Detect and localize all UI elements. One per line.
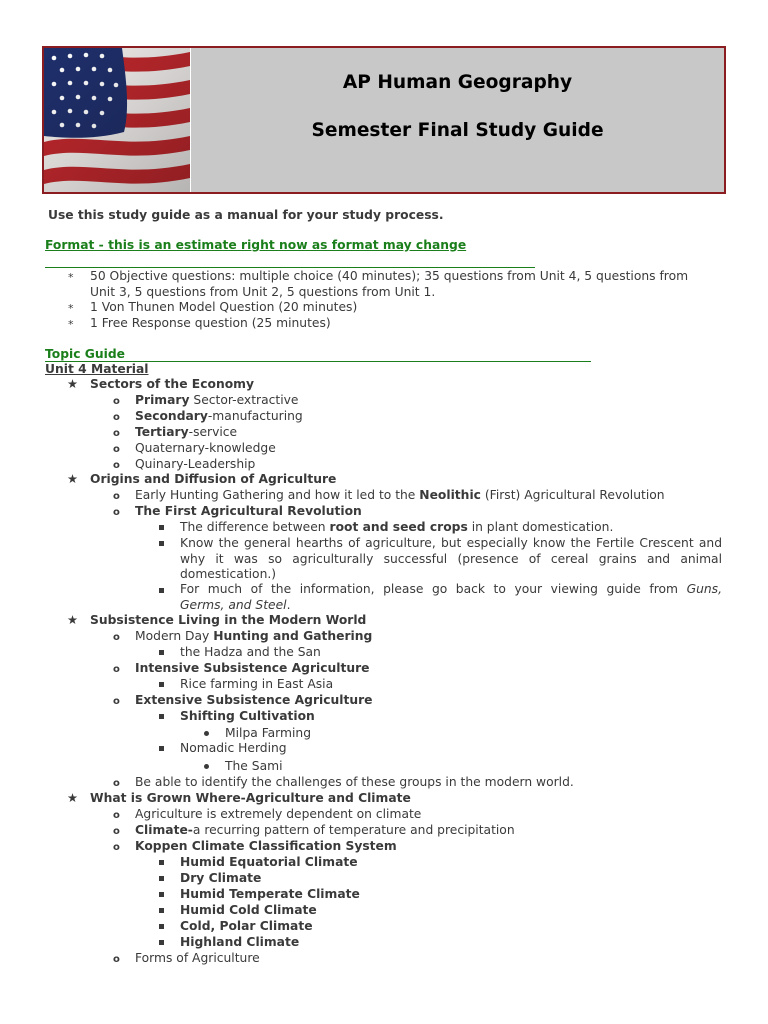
- the-sami: The Sami: [225, 759, 283, 773]
- square-bullet-icon: [159, 650, 164, 655]
- square-bullet-icon: [159, 892, 164, 897]
- grown-title: What is Grown Where-Agriculture and Climate: [90, 791, 411, 805]
- root-seed-crops: The difference between root and seed crops in plant domestication.: [180, 520, 614, 534]
- star-filled-icon: ★: [67, 472, 79, 486]
- square-bullet-icon: [159, 876, 164, 881]
- format-item-1-line-2: Unit 3, 5 questions from Unit 2, 5 questions from Unit 1.: [90, 285, 436, 299]
- extensive-agriculture: Extensive Subsistence Agriculture: [135, 693, 373, 707]
- shifting-cultivation: Shifting Cultivation: [180, 709, 315, 723]
- star-outline-icon: *: [68, 302, 74, 315]
- circle-bullet-icon: o: [113, 954, 120, 965]
- intensive-agriculture: Intensive Subsistence Agriculture: [135, 661, 370, 675]
- climate-humid-temperate: Humid Temperate Climate: [180, 887, 360, 901]
- format-heading: Format - this is an estimate right now as format may change: [45, 238, 467, 252]
- circle-bullet-icon: o: [113, 507, 120, 518]
- climate-humid-equatorial: Humid Equatorial Climate: [180, 855, 358, 869]
- climate-definition: Climate-a recurring pattern of temperature and precipitation: [135, 823, 515, 837]
- square-bullet-icon: [159, 541, 164, 546]
- star-outline-icon: *: [68, 271, 74, 284]
- square-bullet-icon: [159, 860, 164, 865]
- hearths-line-2: why it was so agriculturally successful (presence of cereal grains and animal: [180, 552, 722, 566]
- star-filled-icon: ★: [67, 791, 79, 805]
- circle-bullet-icon: o: [113, 632, 120, 643]
- circle-bullet-icon: o: [113, 810, 120, 821]
- square-bullet-icon: [159, 714, 164, 719]
- unit4-heading: Unit 4 Material: [45, 362, 149, 376]
- square-bullet-icon: [159, 746, 164, 751]
- intro-text: Use this study guide as a manual for your study process.: [48, 208, 444, 222]
- sector-secondary: Secondary-manufacturing: [135, 409, 303, 423]
- circle-bullet-icon: o: [113, 664, 120, 675]
- climate-highland: Highland Climate: [180, 935, 300, 949]
- climate-dependent: Agriculture is extremely dependent on climate: [135, 807, 422, 821]
- square-bullet-icon: [159, 525, 164, 530]
- viewing-guide-line-2: Germs, and Steel.: [180, 598, 291, 612]
- square-bullet-icon: [159, 682, 164, 687]
- square-bullet-icon: [159, 588, 164, 593]
- circle-bullet-icon: o: [113, 842, 120, 853]
- milpa-farming: Milpa Farming: [225, 726, 312, 740]
- subsistence-title: Subsistence Living in the Modern World: [90, 613, 367, 627]
- header-banner: [42, 46, 726, 194]
- star-outline-icon: *: [68, 318, 74, 331]
- sector-quinary: Quinary-Leadership: [135, 457, 256, 471]
- square-bullet-icon: [159, 924, 164, 929]
- circle-bullet-icon: o: [113, 491, 120, 502]
- circle-bullet-icon: o: [113, 778, 120, 789]
- climate-dry: Dry Climate: [180, 871, 262, 885]
- sector-quaternary: Quaternary-knowledge: [135, 441, 276, 455]
- circle-bullet-icon: o: [113, 460, 120, 471]
- koppen-system: Koppen Climate Classification System: [135, 839, 397, 853]
- origins-title: Origins and Diffusion of Agriculture: [90, 472, 337, 486]
- dot-bullet-icon: [204, 731, 209, 736]
- format-item-2: 1 Von Thunen Model Question (20 minutes): [90, 300, 358, 314]
- hearths-line-1: Know the general hearths of agriculture, but especially know the Fertile Crescent and: [180, 536, 722, 550]
- climate-humid-cold: Humid Cold Climate: [180, 903, 317, 917]
- challenges: Be able to identify the challenges of these groups in the modern world.: [135, 775, 574, 789]
- circle-bullet-icon: o: [113, 826, 120, 837]
- format-item-3: 1 Free Response question (25 minutes): [90, 316, 331, 330]
- hearths-line-3: domestication.): [180, 567, 277, 581]
- sector-tertiary: Tertiary-service: [135, 425, 238, 439]
- first-revolution: The First Agricultural Revolution: [135, 504, 362, 518]
- modern-hunting: Modern Day Hunting and Gathering: [135, 629, 373, 643]
- document-subtitle: Semester Final Study Guide: [311, 120, 604, 141]
- forms-of-agriculture: Forms of Agriculture: [135, 951, 260, 965]
- climate-cold-polar: Cold, Polar Climate: [180, 919, 313, 933]
- circle-bullet-icon: o: [113, 428, 120, 439]
- square-bullet-icon: [159, 908, 164, 913]
- circle-bullet-icon: o: [113, 696, 120, 707]
- star-filled-icon: ★: [67, 613, 79, 627]
- star-filled-icon: ★: [67, 377, 79, 391]
- format-item-1-line-1: 50 Objective questions: multiple choice (40 minutes); 35 questions from Unit 4, 5 questions from: [90, 269, 689, 283]
- rice-farming: Rice farming in East Asia: [180, 677, 334, 691]
- square-bullet-icon: [159, 940, 164, 945]
- nomadic-herding: Nomadic Herding: [180, 741, 287, 755]
- title-block: [191, 48, 724, 192]
- sectors-title: Sectors of the Economy: [90, 377, 254, 391]
- american-flag-icon: [44, 48, 191, 192]
- circle-bullet-icon: o: [113, 396, 120, 407]
- origins-early: Early Hunting Gathering and how it led to the Neolithic (First) Agricultural Revolution: [135, 488, 665, 502]
- format-rule: [45, 267, 535, 268]
- circle-bullet-icon: o: [113, 444, 120, 455]
- viewing-guide-line-1: For much of the information, please go back to your viewing guide from Guns,: [180, 582, 722, 596]
- topic-guide-heading: Topic Guide: [45, 347, 125, 361]
- sector-primary: Primary Sector-extractive: [135, 393, 299, 407]
- dot-bullet-icon: [204, 764, 209, 769]
- hadza-san: the Hadza and the San: [180, 645, 321, 659]
- document-title: AP Human Geography: [342, 72, 573, 93]
- circle-bullet-icon: o: [113, 412, 120, 423]
